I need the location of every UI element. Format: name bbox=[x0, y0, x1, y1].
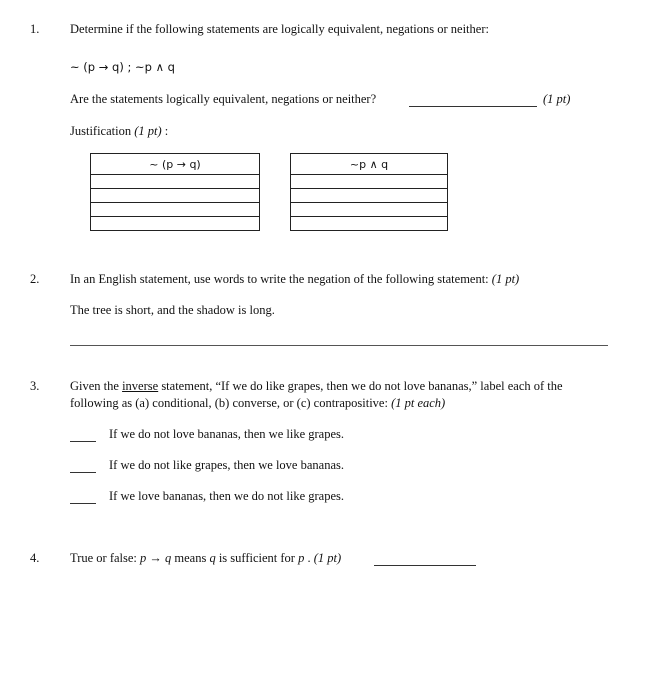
truth-table-1-cell[interactable] bbox=[91, 217, 260, 231]
truth-table-2-cell[interactable] bbox=[291, 217, 448, 231]
truth-table-2-header: ~p ∧ q bbox=[291, 154, 448, 175]
justification-points: (1 pt) bbox=[134, 124, 162, 138]
q4-prompt: True or false: p → q means q is sufficient for p . (1 pt) bbox=[70, 551, 342, 565]
q2-points: (1 pt) bbox=[491, 272, 520, 286]
q1-question bbox=[70, 92, 376, 107]
justification-label: Justification bbox=[70, 124, 132, 138]
q2-statement: The tree is short, and the shadow is long. bbox=[70, 303, 275, 317]
inverse-underlined: inverse bbox=[122, 379, 159, 393]
truth-table-1-cell[interactable] bbox=[91, 175, 260, 189]
q4-answer-blank[interactable] bbox=[374, 564, 476, 566]
q1-prompt: Determine if the following statements are logically equivalent, negations or neither: bbox=[70, 22, 489, 36]
q3-points: (1 pt each) bbox=[391, 396, 446, 410]
q1-question-text: Are the statements logically equivalent, negations or neither? bbox=[70, 92, 377, 106]
q4-expr: p → q bbox=[140, 551, 172, 565]
q4-number: 4. bbox=[30, 551, 40, 565]
q2-answer-line[interactable] bbox=[70, 345, 608, 346]
truth-table-2-cell[interactable] bbox=[291, 175, 448, 189]
q3-item-3: If we love bananas, then we do not like grapes. bbox=[109, 489, 344, 503]
q3-item-2: If we do not like grapes, then we love bananas. bbox=[109, 458, 344, 472]
q3-prompt: Given the inverse statement, “If we do like grapes, then we do not love bananas,” label each of the bbox=[70, 379, 563, 393]
truth-table-1-cell[interactable] bbox=[91, 189, 260, 203]
q4-points: (1 pt) bbox=[313, 551, 342, 565]
q3-prompt-line2: following as (a) conditional, (b) converse, or (c) contrapositive: (1 pt each) bbox=[70, 396, 446, 410]
truth-table-1-header: ~ (p → q) bbox=[91, 154, 260, 175]
truth-table-2-cell[interactable] bbox=[291, 203, 448, 217]
truth-table-2-cell[interactable] bbox=[291, 189, 448, 203]
q1-points: (1 pt) bbox=[543, 92, 571, 106]
q2-number: 2. bbox=[30, 272, 40, 286]
q1-statements: ~ (p → q) ; ~p ∧ q bbox=[70, 60, 175, 74]
truth-table-1 bbox=[90, 153, 260, 231]
q2-prompt: In an English statement, use words to write the negation of the following statement: (1 pt) bbox=[70, 272, 520, 286]
q3-blank-3[interactable] bbox=[70, 502, 96, 504]
truth-table-2 bbox=[290, 153, 448, 231]
q3-number: 3. bbox=[30, 379, 40, 393]
q1-number: 1. bbox=[30, 22, 40, 36]
q3-item-1: If we do not love bananas, then we like grapes. bbox=[109, 427, 344, 441]
q3-blank-2[interactable] bbox=[70, 471, 96, 473]
q3-blank-1[interactable] bbox=[70, 440, 96, 442]
q1-answer-blank[interactable] bbox=[409, 105, 537, 107]
q1-justification: Justification (1 pt) : bbox=[70, 124, 169, 138]
truth-table-1-cell[interactable] bbox=[91, 203, 260, 217]
